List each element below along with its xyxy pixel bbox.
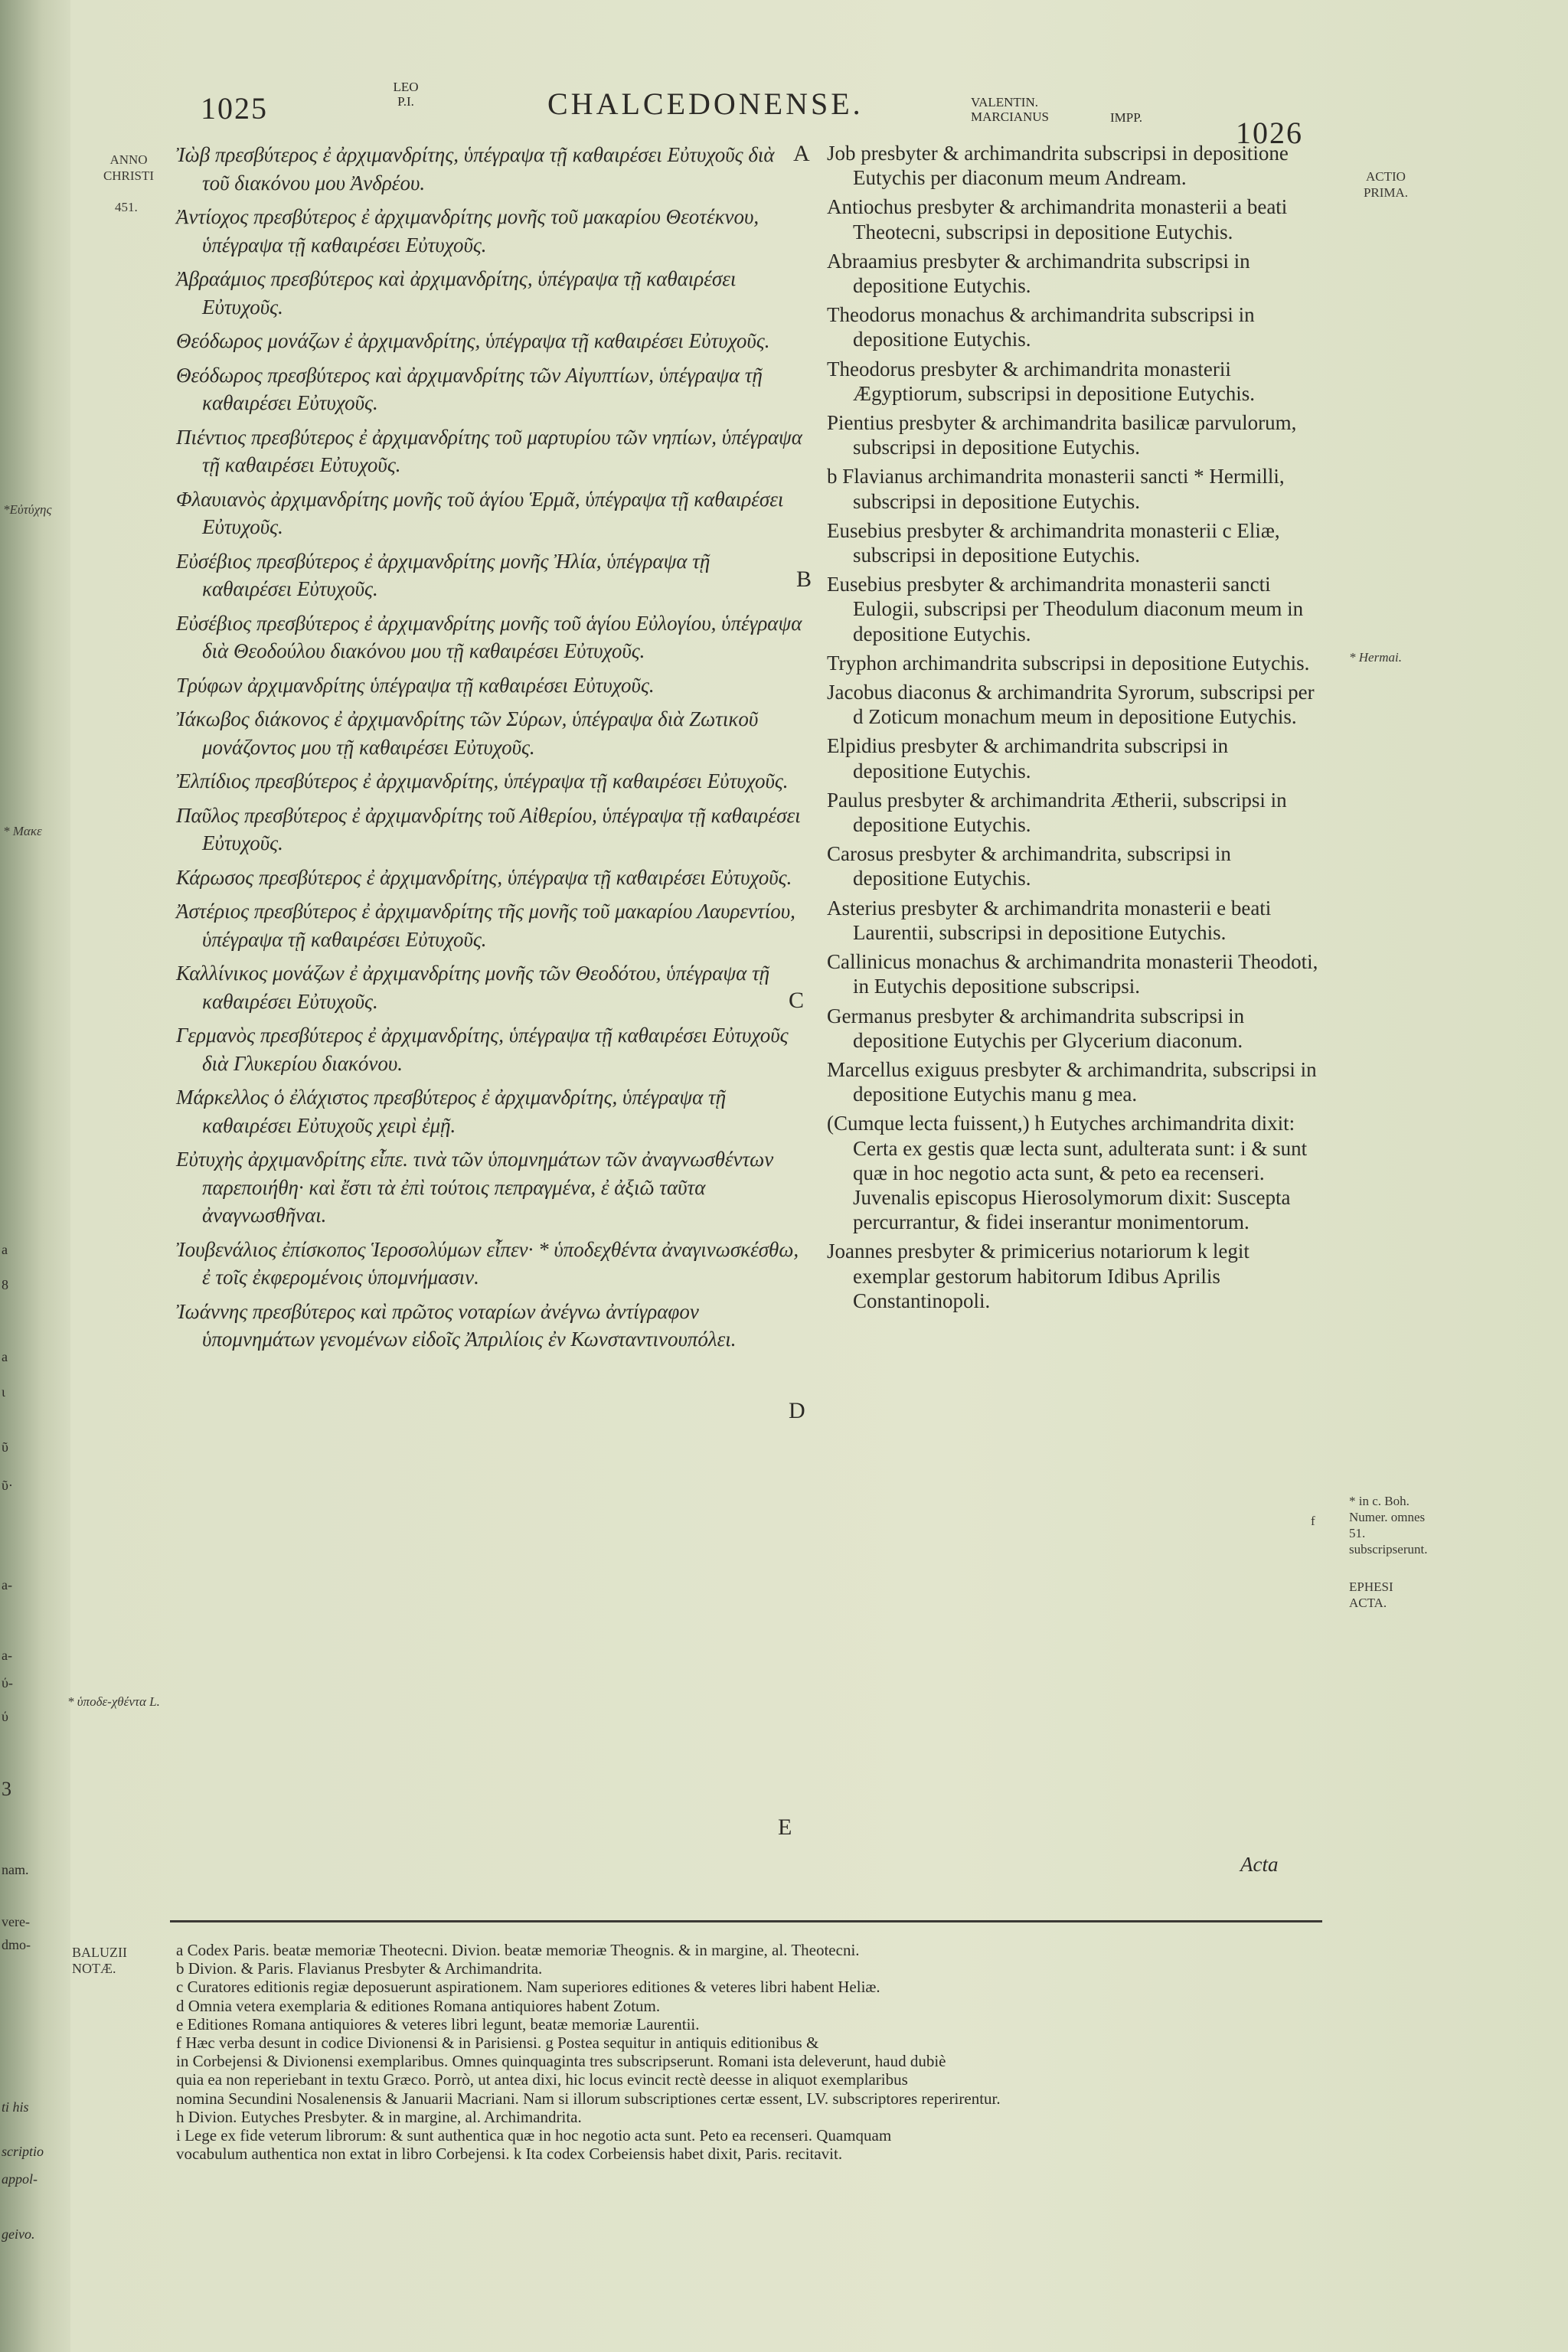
margin-note-make: * Μακε bbox=[3, 824, 42, 838]
greek-entry: Μάρκελλος ὁ ἐλάχιστος πρεσβύτερος ἐ ἀρχιμανδρίτης, ὑπέγραψα τῇ καθαιρέσει Εὐτυχοῦς χειρὶ ἐμῇ. bbox=[176, 1086, 727, 1137]
notes-heading bbox=[72, 1945, 164, 1977]
margin-note-eutyches: *Εὐτύχης bbox=[3, 502, 52, 517]
edge-fragment: vere- bbox=[2, 1914, 30, 1929]
latin-entry: Eusebius presbyter & archimandrita monasterii c Eliæ, subscripsi in depositione Eutychis. bbox=[827, 518, 1280, 567]
note-line: d Omnia vetera exemplaria & editiones Romana antiquiores habent Zotum. bbox=[176, 1996, 661, 2015]
edge-fragment: appol- bbox=[2, 2171, 38, 2187]
header-leo-pope: P.I. bbox=[397, 94, 414, 109]
edge-fragment: scriptio bbox=[2, 2144, 44, 2159]
latin-entry: Germanus presbyter & archimandrita subscripsi in depositione Eutychis per Glycerium diaconum. bbox=[827, 1004, 1245, 1052]
margin-boh-note: * in c. Boh. Numer. omnes 51. subscripserunt. bbox=[1349, 1494, 1428, 1557]
latin-entry: Theodorus monachus & archimandrita subscripsi in depositione Eutychis. bbox=[827, 303, 1255, 351]
latin-entry: Pientius presbyter & archimandrita basilicæ parvulorum, subscripsi in depositione Eutychis. bbox=[827, 411, 1297, 459]
edge-fragment: 3 bbox=[2, 1778, 11, 1800]
catchword: Acta bbox=[1240, 1853, 1279, 1876]
margin-year: 451. bbox=[115, 200, 138, 214]
page-number-right: 1026 bbox=[1236, 116, 1303, 150]
latin-entry: Job presbyter & archimandrita subscripsi in depositione Eutychis per diaconum meum Andream. bbox=[827, 142, 1289, 190]
greek-entry: Κάρωσος πρεσβύτερος ἐ ἀρχιμανδρίτης, ὑπέγραψα τῇ καθαιρέσει Εὐτυχοῦς. bbox=[176, 865, 792, 889]
margin-hermai: * Hermai. bbox=[1349, 650, 1402, 665]
latin-entry: (Cumque lecta fuissent,) h Eutyches archimandrita dixit: Certa ex gestis quæ lecta sunt, adulterata sunt: i & sunt quæ in hoc negotio acta sunt, & peto ea recenseri. Juvenalis episcopus Hierosolymorum dixit: Suscepta percurrantur, & fidei inserantur monimentorum. bbox=[827, 1112, 1308, 1234]
header-valentin: VALENTIN. bbox=[971, 95, 1038, 109]
margin-anno-christi: ANNO CHRISTI bbox=[103, 152, 155, 183]
edge-fragment: nam. bbox=[2, 1862, 29, 1877]
edge-fragment: 8 bbox=[2, 1277, 8, 1292]
note-line: h Divion. Eutyches Presbyter. & in margine, al. Archimandrita. bbox=[176, 2107, 582, 2126]
page-number-left: 1025 bbox=[201, 91, 268, 126]
latin-entry: Joannes presbyter & primicerius notariorum k legit exemplar gestorum habitorum Idibus Aprilis Constantinopoli. bbox=[827, 1240, 1250, 1312]
latin-entry: Carosus presbyter & archimandrita, subscripsi in depositione Eutychis. bbox=[827, 842, 1231, 890]
edge-fragment: ύ bbox=[2, 1709, 8, 1724]
greek-entry: Ἀντίοχος πρεσβύτερος ἐ ἀρχιμανδρίτης μονῆς τοῦ μακαρίου Θεοτέκνου, ὑπέγραψα τῇ καθαιρέσει Εὐτυχοῦς. bbox=[176, 205, 760, 256]
latin-entry: Paulus presbyter & archimandrita Ætherii, subscripsi in depositione Eutychis. bbox=[827, 788, 1287, 837]
section-letter-c: C bbox=[789, 988, 805, 1013]
section-letter-b: B bbox=[796, 567, 812, 592]
binding-gutter bbox=[0, 0, 70, 2352]
header-leo-name: LEO bbox=[393, 80, 419, 94]
margin-actio-prima: ACTIO PRIMA. bbox=[1363, 169, 1409, 200]
greek-column bbox=[176, 141, 804, 1360]
greek-entry: Ἀβραάμιος πρεσβύτερος καὶ ἀρχιμανδρίτης, ὑπέγραψα τῇ καθαιρέσει Εὐτυχοῦς. bbox=[176, 267, 737, 318]
edge-fragment: ῦ bbox=[2, 1439, 8, 1455]
greek-entry: Ἀστέριος πρεσβύτερος ἐ ἀρχιμανδρίτης τῆς μονῆς τοῦ μακαρίου Λαυρεντίου, ὑπέγραψα τῇ καθαιρέσει Εὐτυχοῦς. bbox=[176, 900, 795, 951]
edge-fragment: ι bbox=[2, 1384, 5, 1400]
notes-heading-baluzii: BALUZII bbox=[72, 1945, 127, 1960]
header-impp: IMPP. bbox=[1110, 110, 1143, 125]
section-letter-a: A bbox=[793, 141, 810, 166]
greek-entry: Εὐσέβιος πρεσβύτερος ἐ ἀρχιμανδρίτης μονῆς Ἠλία, ὑπέγραψα τῇ καθαιρέσει Εὐτυχοῦς. bbox=[176, 549, 710, 600]
latin-entry: Asterius presbyter & archimandrita monasterii e beati Laurentii, subscripsi in depositione Eutychis. bbox=[827, 896, 1272, 944]
latin-entry: Jacobus diaconus & archimandrita Syrorum, subscripsi per d Zoticum monachum meum in depositione Eutychis. bbox=[827, 681, 1315, 729]
latin-entry: Eusebius presbyter & archimandrita monasterii sancti Eulogii, subscripsi per Theodulum diaconum meum in depositione Eutychis. bbox=[827, 573, 1304, 645]
edge-fragment: ti his bbox=[2, 2099, 29, 2115]
greek-entry: Ἰάκωβος διάκονος ἐ ἀρχιμανδρίτης τῶν Σύρων, ὑπέγραψα διὰ Ζωτικοῦ μονάζοντος μου τῇ καθαιρέσει Εὐτυχοῦς. bbox=[176, 707, 759, 759]
note-line: e Editiones Romana antiquiores & veteres libri legunt, beatæ memoriæ Laurentii. bbox=[176, 2014, 700, 2034]
latin-entry: Elpidius presbyter & archimandrita subscripsi in depositione Eutychis. bbox=[827, 734, 1229, 782]
note-line: quia ea non reperiebant in textu Græco. Porrò, ut antea dixi, hic locus evincit rectè deesse in aliquot exemplaribus bbox=[176, 2070, 908, 2089]
latin-entry: Theodorus presbyter & archimandrita monasterii Ægyptiorum, subscripsi in depositione Eutychis. bbox=[827, 357, 1255, 405]
greek-entry: Ἰουβενάλιος ἐπίσκοπος Ἱεροσολύμων εἶπεν· * ὑποδεχθέντα ἀναγινωσκέσθω, ἐ τοῖς ἐκφερομένοις ὑπομνήμασιν. bbox=[176, 1237, 799, 1289]
margin-ephesi-acta: EPHESI ACTA. bbox=[1349, 1579, 1393, 1610]
greek-entry: Ἰὼβ πρεσβύτερος ἐ ἀρχιμανδρίτης, ὑπέγραψα τῇ καθαιρέσει Εὐτυχοῦς διὰ τοῦ διακόνου μου Ἀνδρέου. bbox=[176, 143, 775, 194]
greek-entry: Φλαυιανὸς ἀρχιμανδρίτης μονῆς τοῦ ἁγίου Ἑρμᾶ, ὑπέγραψα τῇ καθαιρέσει Εὐτυχοῦς. bbox=[176, 487, 784, 538]
section-letter-e: E bbox=[778, 1815, 792, 1840]
greek-entry: Καλλίνικος μονάζων ἐ ἀρχιμανδρίτης μονῆς τῶν Θεοδότου, ὑπέγραψα τῇ καθαιρέσει Εὐτυχοῦς. bbox=[176, 962, 770, 1013]
header-leo bbox=[383, 80, 429, 109]
greek-entry: Θεόδωρος μονάζων ἐ ἀρχιμανδρίτης, ὑπέγραψα τῇ καθαιρέσει Εὐτυχοῦς. bbox=[176, 329, 770, 352]
margin-note-hypodechthenta: * ὑποδε-χθέντα L. bbox=[67, 1694, 160, 1709]
greek-entry: Εὐτυχὴς ἀρχιμανδρίτης εἶπε. τινὰ τῶν ὑπομνημάτων τῶν ἀναγνωσθέντων παρεποιήθη· καὶ ἔστι τὰ ἐπὶ τούτοις πεπραγμένα, ἐ ἀξιῶ ταῦτα ἀναγνωσθῆναι. bbox=[176, 1148, 774, 1227]
edge-fragment: a bbox=[2, 1242, 8, 1257]
latin-entry: b Flavianus archimandrita monasterii sancti * Hermilli, subscripsi in depositione Eutychis. bbox=[827, 465, 1285, 513]
edge-fragment: geivo. bbox=[2, 2226, 35, 2242]
margin-footnote-f: f bbox=[1311, 1514, 1315, 1528]
notes-divider bbox=[170, 1920, 1322, 1922]
greek-entry: Πιέντιος πρεσβύτερος ἐ ἀρχιμανδρίτης τοῦ μαρτυρίου τῶν νηπίων, ὑπέγραψα τῇ καθαιρέσει Εὐτυχοῦς. bbox=[176, 425, 802, 476]
latin-entry: Callinicus monachus & archimandrita monasterii Theodoti, in Eutychis depositione subscripsi. bbox=[827, 950, 1318, 998]
note-line: b Divion. & Paris. Flavianus Presbyter & Archimandrita. bbox=[176, 1959, 543, 1978]
note-line: vocabulum authentica non extat in libro Corbejensi. k Ita codex Corbeiensis habet dixit, Paris. recitavit. bbox=[176, 2145, 843, 2164]
note-line: in Corbejensi & Divionensi exemplaribus. Omnes quinquaginta tres subscripserunt. Romani ista deleverunt, haud dubiè bbox=[176, 2052, 946, 2071]
note-line: i Lege ex fide veterum librorum: & sunt authentica quæ in hoc negotio acta sunt. Peto ea recenseri. Quamquam bbox=[176, 2126, 892, 2145]
latin-entry: Marcellus exiguus presbyter & archimandrita, subscripsi in depositione Eutychis manu g mea. bbox=[827, 1057, 1317, 1106]
header-emperors bbox=[971, 95, 1049, 124]
note-line: f Hæc verba desunt in codice Divionensi & in Parisiensi. g Postea sequitur in antiquis editionibus & bbox=[176, 2034, 819, 2053]
edge-fragment: a- bbox=[2, 1577, 12, 1592]
edge-fragment: a bbox=[2, 1349, 8, 1364]
greek-entry: Παῦλος πρεσβύτερος ἐ ἀρχιμανδρίτης τοῦ Αἰθερίου, ὑπέγραψα τῇ καθαιρέσει Εὐτυχοῦς. bbox=[176, 803, 801, 854]
edge-fragment: dmo- bbox=[2, 1937, 31, 1952]
edge-fragment: ῦ· bbox=[2, 1478, 13, 1493]
baluzii-notes bbox=[176, 1941, 1325, 2163]
latin-entry: Abraamius presbyter & archimandrita subscripsi in depositione Eutychis. bbox=[827, 249, 1250, 298]
notes-heading-notae: NOTÆ. bbox=[72, 1961, 116, 1976]
latin-column bbox=[827, 141, 1328, 1318]
section-letter-d: D bbox=[789, 1398, 805, 1423]
header-marcianus: MARCIANUS bbox=[971, 109, 1050, 124]
greek-entry: Εὐσέβιος πρεσβύτερος ἐ ἀρχιμανδρίτης μονῆς τοῦ ἁγίου Εὐλογίου, ὑπέγραψα διὰ Θεοδούλου διακόνου μου τῇ καθαιρέσει Εὐτυχοῦς. bbox=[176, 611, 802, 662]
greek-entry: Ἰωάννης πρεσβύτερος καὶ πρῶτος νοταρίων ἀνέγνω ἀντίγραφον ὑπομνημάτων γενομένων εἰδοῖς Ἀπριλίοις ἐν Κωνσταντινουπόλει. bbox=[176, 1299, 737, 1351]
note-line: nomina Secundini Nosalenensis & Januarii Macriani. Nam si illorum subscriptiones certæ essent, LV. subscriptores reperirentur. bbox=[176, 2089, 1001, 2108]
edge-fragment: ύ- bbox=[2, 1675, 13, 1690]
note-line: c Curatores editionis regiæ deposuerunt aspirationem. Nam superiores editiones & veteres libri habent Heliæ. bbox=[176, 1978, 880, 1997]
latin-entry: Tryphon archimandrita subscripsi in depositione Eutychis. bbox=[827, 651, 1310, 675]
greek-entry: Θεόδωρος πρεσβύτερος καὶ ἀρχιμανδρίτης τῶν Αἰγυπτίων, ὑπέγραψα τῇ καθαιρέσει Εὐτυχοῦς. bbox=[176, 363, 763, 414]
latin-entry: Antiochus presbyter & archimandrita monasterii a beati Theotecni, subscripsi in depositione Eutychis. bbox=[827, 195, 1288, 243]
edge-fragment: a- bbox=[2, 1648, 12, 1663]
note-line: a Codex Paris. beatæ memoriæ Theotecni. Divion. beatæ memoriæ Theognis. & in margine, al. Theotecni. bbox=[176, 1941, 860, 1959]
greek-entry: Ἐλπίδιος πρεσβύτερος ἐ ἀρχιμανδρίτης, ὑπέγραψα τῇ καθαιρέσει Εὐτυχοῦς. bbox=[176, 769, 789, 792]
greek-entry: Τρύφων ἀρχιμανδρίτης ὑπέγραψα τῇ καθαιρέσει Εὐτυχοῦς. bbox=[176, 673, 655, 697]
running-title: CHALCEDONENSE. bbox=[547, 87, 864, 121]
greek-entry: Γερμανὸς πρεσβύτερος ἐ ἀρχιμανδρίτης, ὑπέγραψα τῇ καθαιρέσει Εὐτυχοῦς διὰ Γλυκερίου διακόνου. bbox=[176, 1024, 789, 1075]
